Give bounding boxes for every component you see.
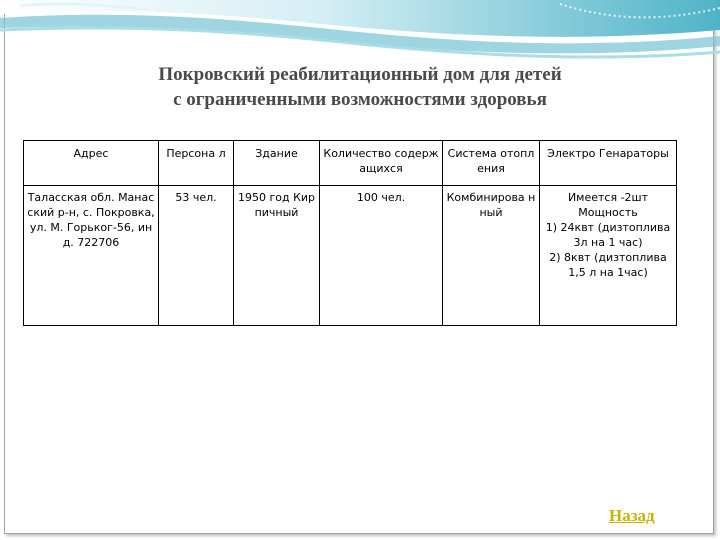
cell-building: 1950 год Кирпичный <box>234 186 320 326</box>
header-heating-system: Система отопления <box>443 141 540 186</box>
header-address: Адрес <box>24 141 159 186</box>
cell-generators <box>540 186 677 326</box>
cell-address: Таласская обл. Манасский р-н, с. Покровка, ул. М. Горьког-56, инд. 722706 <box>24 186 159 326</box>
title-line-2: с ограниченными возможностями здоровья <box>173 89 547 110</box>
header-building: Здание <box>234 141 320 186</box>
generator-1: 1) 24квт (дизтоплива 3л на 1 час) <box>545 221 671 249</box>
title-line-1: Покровский реабилитационный дом для детей <box>158 64 562 85</box>
table-header-row <box>24 141 677 186</box>
facility-info-table <box>23 140 677 326</box>
cell-personnel: 53 чел. <box>159 186 234 326</box>
header-generators: Электро Генараторы <box>540 141 677 186</box>
decorative-wave-banner <box>0 0 720 70</box>
header-personnel: Персона л <box>159 141 234 186</box>
cell-residents-count: 100 чел. <box>320 186 443 326</box>
generators-power-label: Мощность <box>578 206 638 219</box>
table-row <box>24 186 677 326</box>
slide-title <box>60 62 660 112</box>
back-link[interactable]: Назад <box>609 506 655 525</box>
cell-heating-system: Комбинирова нный <box>443 186 540 326</box>
generators-availability: Имеется -2шт <box>567 191 649 204</box>
header-residents-count: Количество содержащихся <box>320 141 443 186</box>
generator-2: 2) 8квт (дизтоплива 1,5 л на 1час) <box>549 251 667 279</box>
